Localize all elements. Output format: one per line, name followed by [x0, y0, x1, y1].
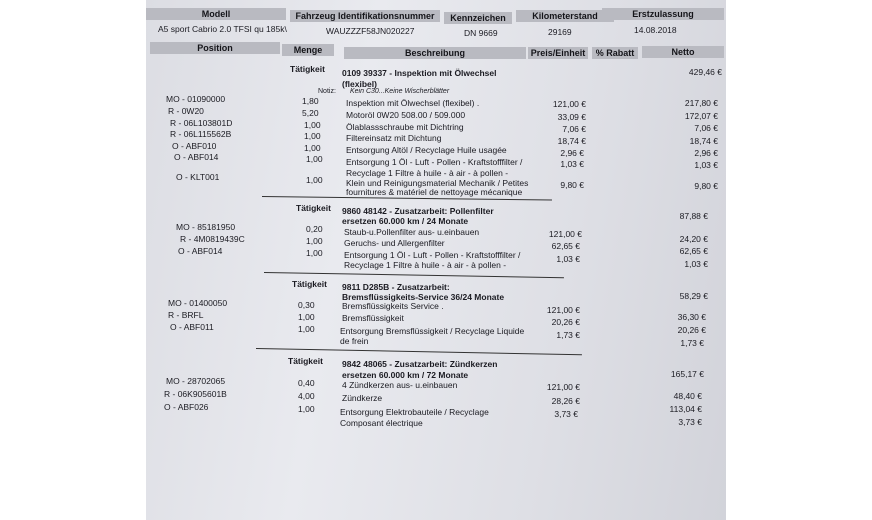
s3-r2-menge: 1,00 [298, 312, 315, 322]
s2-r3-preis: 1,03 € [556, 254, 580, 264]
s1-r7-desc: Klein und Reinigungsmaterial Mechanik / Petites [346, 178, 529, 188]
s1-r4-pos: R - 06L115562B [170, 129, 232, 139]
s2-r3-desc: Entsorgung 1 Öl - Luft - Pollen - Kraftstofffilter / [344, 250, 521, 260]
s4-r2-preis: 28,26 € [551, 396, 580, 406]
s1-r6-pos: O - ABF014 [174, 152, 219, 162]
section-1-title: 0109 39337 - Inspektion mit Ölwechsel [342, 68, 497, 78]
s1-r6-desc: Entsorgung 1 Öl - Luft - Pollen - Kraftstofffilter / [346, 157, 523, 167]
s3-r3-menge: 1,00 [298, 324, 315, 334]
s1-r5-desc: Entsorgung Altöl / Recyclage Huile usagée [346, 145, 507, 155]
header-kennzeichen: Kennzeichen [444, 12, 512, 24]
s4-r1-desc: 4 Zündkerzen aus- u.einbauen [342, 380, 458, 390]
col-menge: Menge [282, 44, 334, 56]
s4-r1-netto: 48,40 € [673, 391, 702, 401]
s4-r3-netto: 3,73 € [678, 417, 702, 427]
section-3-label: Tätigkeit [292, 279, 327, 289]
s2-r1-pos: MO - 85181950 [176, 222, 236, 232]
s1-r6-menge: 1,00 [306, 154, 323, 164]
s4-r3-desc: Entsorgung Elektrobauteile / Recyclage [340, 407, 489, 417]
section-1-notiz-label: Notiz: [318, 88, 336, 95]
s3-r3-preis: 1,73 € [556, 330, 580, 340]
vehicle-kennzeichen: DN 9669 [464, 28, 498, 38]
vehicle-modell: A5 sport Cabrio 2.0 TFSI qu 185k\ [158, 24, 287, 34]
s3-r2-desc: Bremsflüssigkeit [342, 313, 404, 323]
s4-r1-menge: 0,40 [298, 378, 315, 388]
s2-r2-preis: 62,65 € [551, 241, 580, 251]
s1-r3-preis: 7,06 € [562, 124, 586, 134]
s3-r1-menge: 0,30 [298, 300, 315, 310]
s4-r2-netto: 113,04 € [669, 404, 702, 414]
s1-r3-netto: 7,06 € [694, 123, 718, 133]
section-2-title: 9860 48142 - Zusatzarbeit: Pollenfilter [342, 206, 494, 216]
s3-r1-desc: Bremsflüssigkeits Service . [342, 301, 444, 311]
section-4-total: 165,17 € [670, 369, 704, 379]
section-3-underline [256, 348, 582, 356]
section-1-total: 429,46 € [688, 67, 722, 77]
section-3-total: 58,29 € [679, 291, 708, 301]
s3-r1-netto: 36,30 € [677, 312, 706, 322]
s1-r4-netto: 18,74 € [689, 136, 718, 146]
s1-r1-netto: 217,80 € [684, 98, 718, 108]
s1-r2-pos: R - 0W20 [168, 106, 204, 116]
s4-r2-menge: 4,00 [298, 391, 315, 401]
s1-r5-pos: O - ABF010 [172, 141, 217, 151]
s2-r3-netto: 1,03 € [684, 259, 708, 269]
s3-r1-preis: 121,00 € [546, 305, 580, 315]
col-rabatt: % Rabatt [592, 47, 638, 59]
s1-r3-desc: Ölablassschraube mit Dichtring [346, 122, 464, 132]
s3-r3-pos: O - ABF011 [170, 322, 214, 332]
col-preis: Preis/Einheit [528, 47, 588, 59]
section-1-notiz: Kein C30...Keine Wischerblätter [350, 88, 450, 95]
s1-r7-desc2: fournitures & matériel de nettoyage mécanique [346, 187, 523, 197]
s4-r1-preis: 121,00 € [546, 382, 580, 392]
s4-r1-pos: MO - 28702065 [166, 376, 226, 386]
section-3-subtitle: Bremsflüssigkeits-Service 36/24 Monate [342, 292, 505, 302]
s3-r1-pos: MO - 01400050 [168, 298, 228, 308]
s4-r3-desc2: Composant électrique [340, 418, 423, 428]
section-1-label: Tätigkeit [290, 64, 325, 74]
s1-r2-netto: 172,07 € [684, 111, 718, 121]
s3-r3-desc2: de frein [340, 336, 369, 346]
s1-r4-menge: 1,00 [304, 131, 321, 141]
col-beschreibung: Beschreibung [344, 47, 526, 59]
s4-r2-desc: Zündkerze [342, 393, 383, 403]
s1-r7-menge: 1,00 [306, 175, 323, 185]
s1-r3-pos: R - 06L103801D [170, 118, 233, 128]
section-4-title: 9842 48065 - Zusatzarbeit: Zündkerzen [342, 359, 498, 369]
header-kilometerstand: Kilometerstand [516, 10, 614, 22]
s1-r1-pos: MO - 01090000 [166, 94, 226, 104]
s1-r7-preis: 9,80 € [560, 180, 584, 190]
section-1-subtitle: (flexibel) [342, 79, 377, 89]
col-position: Position [150, 42, 280, 54]
s2-r3-pos: O - ABF014 [178, 246, 223, 256]
s1-r6-netto: 1,03 € [694, 160, 718, 170]
s1-r4-preis: 18,74 € [557, 136, 586, 146]
s2-r1-preis: 121,00 € [548, 229, 582, 239]
s1-r4-desc: Filtereinsatz mit Dichtung [346, 133, 442, 143]
s1-r1-desc: Inspektion mit Ölwechsel (flexibel) . [346, 98, 480, 108]
header-erstzulassung: Erstzulassung [602, 8, 724, 20]
s1-r6-preis: 1,03 € [560, 159, 584, 169]
s4-r3-pos: O - ABF026 [164, 402, 209, 412]
s3-r2-netto: 20,26 € [677, 325, 706, 335]
section-4-subtitle: ersetzen 60.000 km / 72 Monate [342, 370, 469, 380]
s2-r1-desc: Staub-u.Pollenfilter aus- u.einbauen [344, 227, 480, 237]
s1-r5-menge: 1,00 [304, 143, 321, 153]
s3-r3-netto: 1,73 € [680, 338, 704, 348]
s3-r2-pos: R - BRFL [168, 310, 204, 320]
s2-r2-pos: R - 4M0819439C [180, 234, 245, 244]
section-3-title: 9811 D285B - Zusatzarbeit: [342, 282, 450, 292]
s1-r7-pos: O - KLT001 [176, 172, 220, 182]
s2-r2-desc: Geruchs- und Allergenfilter [344, 238, 445, 248]
s1-r3-menge: 1,00 [304, 120, 321, 130]
invoice-sheet [146, 0, 726, 520]
s1-r5-netto: 2,96 € [694, 148, 718, 158]
s2-r3-desc2: Recyclage 1 Filtre à huile - à air - à pollen - [344, 260, 507, 270]
s3-r2-preis: 20,26 € [551, 317, 580, 327]
s2-r1-netto: 24,20 € [679, 234, 708, 244]
col-netto: Netto [642, 46, 724, 58]
header-fin: Fahrzeug Identifikationsnummer [290, 10, 440, 22]
s1-r2-desc: Motoröl 0W20 508.00 / 509.000 [346, 110, 466, 120]
s1-r5-preis: 2,96 € [560, 148, 584, 158]
s3-r3-desc: Entsorgung Bremsflüssigkeit / Recyclage Liquide [340, 326, 525, 336]
s4-r3-preis: 3,73 € [554, 409, 578, 419]
section-2-label: Tätigkeit [296, 203, 331, 213]
s2-r2-netto: 62,65 € [679, 246, 708, 256]
s4-r2-pos: R - 06K905601B [164, 389, 227, 399]
s2-r2-menge: 1,00 [306, 236, 323, 246]
s2-r3-menge: 1,00 [306, 248, 323, 258]
vehicle-erstzulassung: 14.08.2018 [634, 25, 677, 35]
section-2-subtitle: ersetzen 60.000 km / 24 Monate [342, 216, 469, 226]
s1-r1-menge: 1,80 [302, 96, 319, 106]
section-4-label: Tätigkeit [288, 356, 323, 366]
header-modell: Modell [146, 8, 286, 20]
s1-r1-preis: 121,00 € [552, 99, 586, 109]
s1-r2-preis: 33,09 € [557, 112, 586, 122]
section-2-total: 87,88 € [679, 211, 708, 221]
s1-r2-menge: 5,20 [302, 108, 319, 118]
s1-r6-desc2: Recyclage 1 Filtre à huile - à air - à pollen - [346, 168, 509, 178]
s1-r7-netto: 9,80 € [694, 181, 718, 191]
vehicle-fin: WAUZZZF58JN020227 [326, 26, 415, 36]
s2-r1-menge: 0,20 [306, 224, 323, 234]
vehicle-km: 29169 [548, 27, 572, 37]
s4-r3-menge: 1,00 [298, 404, 315, 414]
section-2-underline [264, 272, 564, 279]
